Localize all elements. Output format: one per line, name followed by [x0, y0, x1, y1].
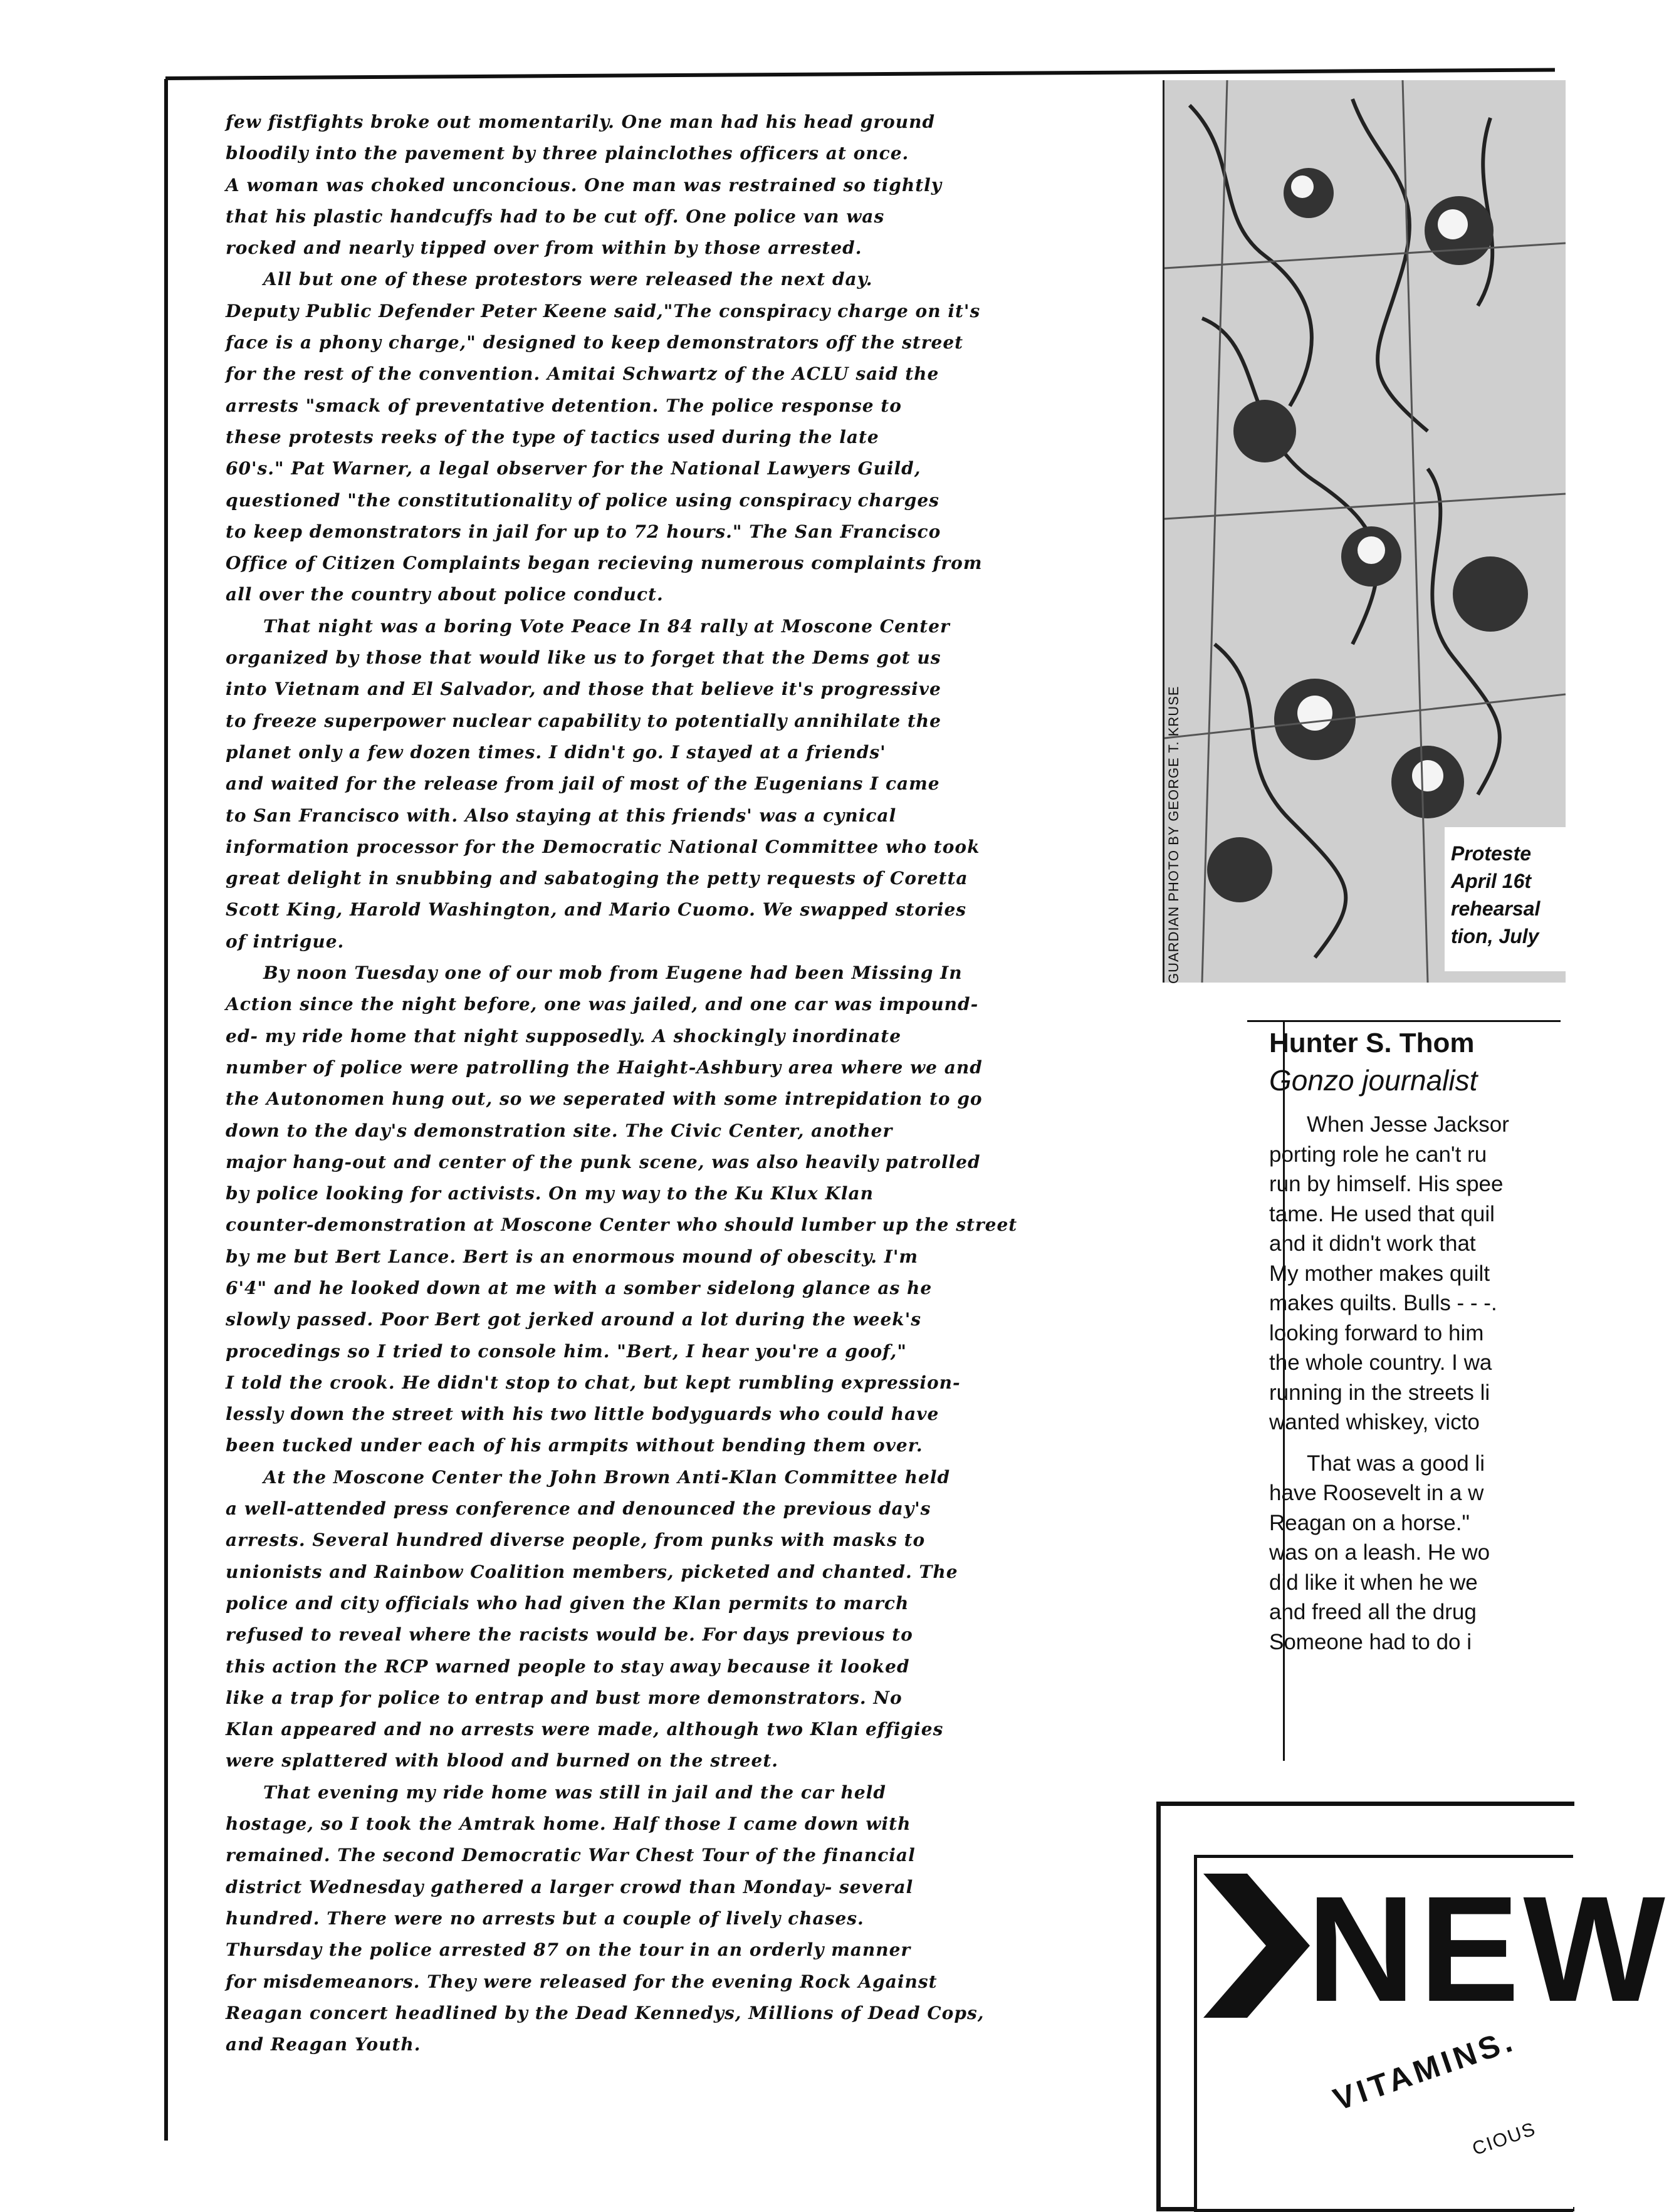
sidebar-line: did like it when he we [1269, 1570, 1478, 1595]
sidebar-line: Someone had to do i [1269, 1629, 1472, 1654]
article-line: 60's." Pat Warner, a legal observer for the National Lawyers Guild, [226, 458, 921, 479]
article-line: been tucked under each of his armpits without bending them over. [226, 1435, 923, 1456]
article-line: All but one of these protestors were released the next day. [263, 269, 873, 290]
article-line: Action since the night before, one was jailed, and one car was impound- [226, 994, 979, 1015]
sidebar-line: wanted whiskey, victo [1269, 1410, 1480, 1434]
article-line: remained. The second Democratic War Chest Tour of the financial [226, 1845, 916, 1866]
article-line: slowly passed. Poor Bert got jerked around a lot during the week's [226, 1309, 922, 1330]
article-line: down to the day's demonstration site. The Civic Center, another [226, 1120, 893, 1141]
article-line: great delight in snubbing and sabatoging the petty requests of Coretta [226, 868, 968, 889]
article-line: to freeze superpower nuclear capability to potentially annihilate the [226, 710, 941, 731]
article-line: procedings so I tried to console him. "Bert, I hear you're a goof," [226, 1340, 907, 1362]
article-paragraph [226, 1777, 1103, 2061]
article-line: the Autonomen hung out, so we seperated with some intrepidation to go [226, 1088, 983, 1110]
article-line: hundred. There were no arrests but a couple of lively chases. [226, 1907, 864, 1929]
article-line: all over the country about police conduct. [226, 584, 664, 605]
article-line: few fistfights broke out momentarily. One man had his head ground [226, 112, 936, 132]
article-paragraph [226, 611, 1103, 957]
article-line: 6'4" and he looked down at me with a somber sidelong glance as he [226, 1277, 933, 1298]
article-line: refused to reveal where the racists would be. For days previous to [226, 1624, 913, 1646]
advertisement-logo: NEW [1307, 1865, 1669, 2033]
sidebar-line: Reagan on a horse." [1269, 1510, 1470, 1535]
article-line: a well-attended press conference and denounced the previous day's [226, 1498, 931, 1520]
photo-credit: GUARDIAN PHOTO BY GEORGE T. KRUSE [1166, 686, 1181, 984]
page-frame-left-rule [164, 79, 168, 2141]
article-line: that his plastic handcuffs had to be cut off. One police van was [226, 206, 885, 227]
advertisement-tagline: VITAMINS. [1329, 2022, 1520, 2117]
article-line: for the rest of the convention. Amitai Schwartz of the ACLU said the [226, 363, 939, 385]
article-paragraph [226, 264, 1103, 610]
article-line: rocked and nearly tipped over from within by those arrested. [226, 237, 862, 259]
article-line: district Wednesday gathered a larger crowd than Monday- several [226, 1876, 914, 1897]
article-line: Reagan concert headlined by the Dead Kennedys, Millions of Dead Cops, [226, 2002, 985, 2023]
sidebar-line: makes quilts. Bulls - - -. [1269, 1291, 1497, 1315]
caption-line: rehearsal [1451, 897, 1541, 920]
article-line: like a trap for police to entrap and bust more demonstrators. No [226, 1687, 903, 1708]
article-line: counter-demonstration at Moscone Center who should lumber up the street [226, 1214, 1018, 1236]
article-line: A woman was choked unconcious. One man was restrained so tightly [226, 174, 943, 196]
article-line: unionists and Rainbow Coalition members, picketed and chanted. The [226, 1561, 958, 1582]
article-line: planet only a few dozen times. I didn't go. I stayed at a friends' [226, 741, 886, 763]
sidebar-subheading: Gonzo journalist [1269, 1064, 1478, 1097]
sidebar-line: running in the streets li [1269, 1380, 1490, 1405]
article-line: by me but Bert Lance. Bert is an enormous mound of obescity. I'm [226, 1246, 919, 1267]
caption-line: Proteste [1451, 842, 1532, 865]
article-line: That night was a boring Vote Peace In 84 rally at Moscone Center [263, 615, 950, 637]
article-line: into Vietnam and El Salvador, and those that believe it's progressive [226, 679, 941, 700]
article-line: lessly down the street with his two little bodyguards who could have [226, 1404, 939, 1425]
sidebar-column [1269, 1018, 1564, 1657]
sidebar-line: When Jesse Jacksor [1307, 1112, 1509, 1137]
article-line: arrests. Several hundred diverse people, from punks with masks to [226, 1530, 926, 1551]
article-line: bloodily into the pavement by three plainclothes officers at once. [226, 143, 909, 164]
sidebar-line: porting role he can't ru [1269, 1142, 1487, 1167]
article-line: by police looking for activists. On my way to the Ku Klux Klan [226, 1183, 874, 1204]
sidebar-line: and freed all the drug [1269, 1600, 1477, 1624]
article-paragraph [226, 957, 1103, 1462]
article-line: Deputy Public Defender Peter Keene said,"The conspiracy charge on it's [226, 300, 981, 321]
article-line: this action the RCP warned people to stay away because it looked [226, 1656, 910, 1677]
caption-line: tion, July [1451, 925, 1539, 947]
page-frame-top-rule [165, 68, 1555, 80]
article-line: I told the crook. He didn't stop to chat, but kept rumbling expression- [226, 1372, 961, 1393]
article-line: Office of Citizen Complaints began recieving numerous complaints from [226, 553, 983, 574]
article-line: Thursday the police arrested 87 on the tour in an orderly manner [226, 1939, 911, 1961]
sidebar-paragraph-1 [1269, 1110, 1564, 1437]
sidebar-line: have Roosevelt in a w [1269, 1481, 1484, 1505]
caption-line: April 16t [1451, 870, 1532, 892]
sidebar-line: My mother makes quilt [1269, 1261, 1490, 1286]
sidebar-line: looking forward to him [1269, 1320, 1484, 1345]
article-paragraph [226, 107, 1103, 264]
article-line: to San Francisco with. Also staying at this friends' was a cynical [226, 805, 897, 826]
article-line: By noon Tuesday one of our mob from Eugene had been Missing In [263, 963, 963, 984]
article-line: organized by those that would like us to forget that the Dems got us [226, 647, 941, 669]
article-line: were splattered with blood and burned on the street. [226, 1750, 779, 1771]
sidebar-line: run by himself. His spee [1269, 1172, 1504, 1196]
article-line: At the Moscone Center the John Brown Anti-Klan Committee held [263, 1466, 951, 1488]
article-paragraph [226, 1462, 1103, 1777]
article-line: number of police were patrolling the Haight-Ashbury area where we and [226, 1056, 983, 1078]
article-line: police and city officials who had given the Klan permits to march [226, 1592, 909, 1614]
photo-caption [1451, 840, 1564, 950]
sidebar-line: and it didn't work that [1269, 1231, 1476, 1256]
article-line: questioned "the constitutionality of police using conspiracy charges [226, 489, 939, 511]
article-line: Klan appeared and no arrests were made, although two Klan effigies [226, 1719, 944, 1740]
article-line: to keep demonstrators in jail for up to 72 hours." The San Francisco [226, 521, 941, 542]
chevron-icon [1203, 1874, 1310, 2018]
article-line: of intrigue. [226, 931, 345, 952]
article-line: information processor for the Democratic National Committee who took [226, 836, 980, 857]
sidebar-line: the whole country. I wa [1269, 1350, 1492, 1375]
article-column [226, 107, 1103, 2060]
article-line: and waited for the release from jail of most of the Eugenians I came [226, 773, 940, 795]
article-line: major hang-out and center of the punk scene, was also heavily patrolled [226, 1151, 981, 1172]
sidebar-line: was on a leash. He wo [1269, 1540, 1490, 1565]
article-line: these protests reeks of the type of tactics used during the late [226, 426, 879, 447]
article-line: arrests "smack of preventative detention. The police response to [226, 395, 902, 416]
sidebar-line: That was a good li [1307, 1451, 1485, 1476]
article-line: face is a phony charge," designed to keep demonstrators off the street [226, 332, 964, 353]
article-line: hostage, so I took the Amtrak home. Half those I came down with [226, 1813, 911, 1835]
advertisement-tagline-secondary: CIOUS [1470, 2118, 1539, 2160]
article-line: Scott King, Harold Washington, and Mario Cuomo. We swapped stories [226, 899, 967, 921]
article-line: and Reagan Youth. [226, 2034, 421, 2055]
sidebar-heading: Hunter S. Thom [1269, 1028, 1475, 1058]
sidebar-line: tame. He used that quil [1269, 1201, 1495, 1226]
article-line: That evening my ride home was still in jail and the car held [263, 1782, 886, 1803]
sidebar-paragraph-2 [1269, 1449, 1564, 1657]
article-line: for misdemeanors. They were released for the evening Rock Against [226, 1971, 938, 1992]
article-line: ed- my ride home that night supposedly. A shockingly inordinate [226, 1025, 902, 1046]
